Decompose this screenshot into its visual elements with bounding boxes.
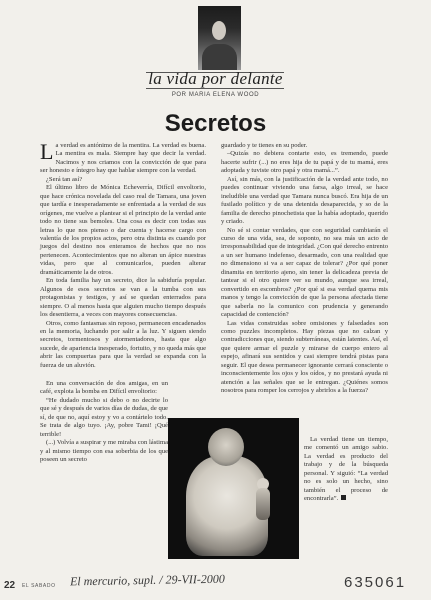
small-doll xyxy=(256,488,270,520)
paragraph: “He dudado mucho si debo o no decirte lo que sé y después de varios días de dudas, de que sí, de que no, aquí estoy y vo a contártelo todo. Se trata de algo tuyo. ¡Ay, pobre Tami! ¡Qué terrible! xyxy=(40,396,168,438)
article-column-2-lower xyxy=(304,436,388,504)
title-rule-bottom xyxy=(146,88,284,89)
paragraph: En toda familia hay un secreto, dice la sabiduría popular. Algunos de esos secretos se van a la tumba con sus protagonistas y testigos, y así se quedan enterrados para siempre. O al menos hasta que alguien mucho tiempo después los desentierra, a veces con mayores consecuencias. xyxy=(40,277,206,319)
paragraph: guardado y te tienes en su poder. xyxy=(221,142,308,149)
article-column-1 xyxy=(40,139,206,370)
doll-photo xyxy=(168,418,299,559)
end-mark-icon xyxy=(341,495,346,500)
paragraph: Otros, como fantasmas sin reposo, permanecen encadenados en la memoria, luchando por salir a la luz. Y siguen siendo secretos, tormentosos y atormentadores, hasta que algo sucede, de apariencia inesperado, fortuito, y no queda más que abrir las compuertas para que la verdad se expanda con la fuerza de un aluvión. xyxy=(40,319,206,369)
paragraph: En una conversación de dos amigas, en un café, explota la bomba en Difícil envoltorio: xyxy=(40,380,168,396)
paragraph: (...) Volvía a suspirar y me miraba con lástima y al mismo tiempo con esa soberbia de los que poseen un secreto xyxy=(40,439,168,464)
page-number: 22 xyxy=(4,580,16,591)
drop-cap: L xyxy=(40,139,54,164)
doll-head xyxy=(208,428,244,466)
article-headline: Secretos xyxy=(164,110,267,137)
paragraph: La verdad es antónimo de la mentira. La verdad es buena. La mentira es mala. Siempre hay que decir la verdad. Nacimos y nos criamos con la convicción de que para ser honesto e íntegro hay que hablar siempre con la verdad. xyxy=(40,139,206,175)
catalog-number: 635061 xyxy=(344,574,407,591)
paragraph: El último libro de Mónica Echeverría, Difícil envoltorio, que hace crónica novelada del caso real de Tamara, una joven que tardía e inesperadamente se enfrentada a la verdad de sus orígenes, me vuelve a plantear si el principio de la verdad ante todo no tiene sus bemoles. Una cosa es decir con todas sus letras lo que nos pienso o dar cuenta y hacerse cargo con valentía de los propios actos, pero otra distinta es cuando por juegos del destino nos enteramos de hechos que no nos pertenecen. Acontecimientos que no alteran un ápice nuestras vidas, pero que al comunicarlos, pueden alterar dramáticamente la de otros. xyxy=(40,184,206,276)
paragraph: La verdad tiene un tiempo, me comentó un amigo sabio. La verdad es producto del trabajo y de la búsqueda personal. Y siguió: “La verdad no es solo un hecho, sino también el proceso de encontrarla”. xyxy=(304,436,388,503)
paragraph: ¿Será tan así? xyxy=(46,175,83,183)
article-column-1-lower xyxy=(40,380,168,465)
byline: POR MARIA ELENA WOOD xyxy=(171,92,260,98)
paragraph: Así, sin más, con la justificación de la verdad ante todo, no puedes continuar viviendo una farsa, algo irreal, se hace ineludible una verdad que Tamara nunca buscó. Era hija de un fusilado político y de una detenida desaparecida, y so de la familia de derecho pinochetista que la había adoptado, querido y criado. xyxy=(221,175,388,226)
column-title: la vida por delante xyxy=(148,69,283,88)
paragraph: No sé si contar verdades, que con seguridad cambiarán el curso de una vida, sea, de soponto, no sea más un acto de irresponsabilidad que de integridad. ¿Con qué derecho entrento a un ser humano indefenso, desarmado, con una realidad que no dimensiono si va a ser capaz de tolerar? ¿Por qué poner dinamita en territorio ajeno, sin tener la delicadeza previa de tantear si el otro quiere ver su mundo, aunque sea irreal, convertido en escombros? ¿Por qué si esa verdad quema mis manos y tengo la convicción de que la persona afectada tiene que saberla no la comunico con prudencia y generando capacidad de contención? xyxy=(221,226,388,319)
publication-label: EL SABADO xyxy=(22,583,56,589)
author-shoulders xyxy=(202,44,237,70)
author-photo xyxy=(198,6,241,70)
article-column-2 xyxy=(221,142,388,396)
paragraph: Las vidas construidas sobre omisiones y falsedades son como puzzles incompletos. Hay piezas que no calzan y contradicciones que, siendo subterráneas, están latentes. Así, el que quiere armar el puzzle y mirarse de cuerpo entero al espejo, afinará sus sentidos y casi siempre tendrá pistas para seguir. El que desea permanecer ignorante cerrará consciente o inconscientemente los ojos y los oídos, y no prestará ayuda ni atención a las señales que se le entregan. ¿Quiénes somos nosotros para romper los cerrojos y abrirlos a la fuerza? xyxy=(221,319,388,395)
handwritten-note: El mercurio, supl. / 29-VII-2000 xyxy=(69,571,225,589)
paragraph: –Quizás no debiera contarte esto, es tremendo, puede hacerte sufrir (...) no eres hija de tu papá y de tu mamá, eres adoptada y tuviste otro papá y otra mamá...”. xyxy=(221,150,388,175)
author-face xyxy=(212,21,226,40)
